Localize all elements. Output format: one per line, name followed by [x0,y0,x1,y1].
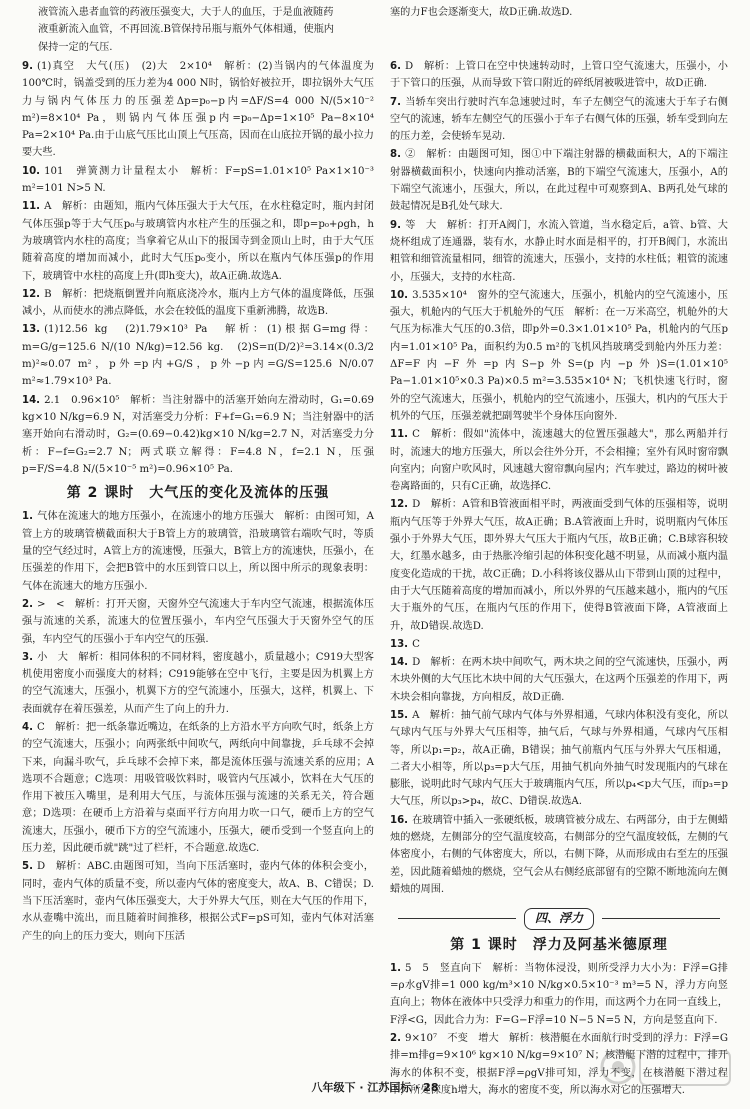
item-number: 13. [390,638,409,650]
answer-item [390,146,728,215]
item-number: 8. [390,149,401,161]
answer-item [390,287,728,425]
lesson-heading: 第 1 课时 浮力及阿基米德原理 [450,936,668,953]
answer-item [390,217,728,286]
item-text: D 解析：上管口在空中快速转动时，上管口空气流速大，压强小，小于下管口的压强，从而导致下管口附近的碎纸屑被吸进管中，故D正确. [390,61,728,90]
item-text: > < 解析：打开天窗，天窗外空气流速大于车内空气流速，根据流体压强与流速的关系，流速大的位置压强小，车内空气压强大于天窗外空气的压强，车内空气的压强小于车内空气的压强. [22,598,374,645]
item-number: 10. [390,289,409,301]
item-text: C [412,638,420,650]
answer-item [22,649,374,718]
answer-item [22,719,374,857]
answer-item [22,58,374,162]
answer-item [390,654,728,706]
continuation-line: 液重新流入血管，不再回流.B管保持吊瓶与瓶外气体相通，使瓶内 [38,24,334,36]
item-number: 7. [390,96,401,108]
item-number: 10. [22,165,41,177]
item-text: 当轿车突出行驶时汽车急速驶过时，车子左侧空气的流速大于车子右侧空气的流速，轿车左侧空气的压强小于车子右侧气体的压强，轿车受到向左的压力差，会使轿车晃动. [390,96,728,143]
lesson-heading: 第 2 课时 大气压的变化及流体的压强 [66,485,330,502]
item-text: ② 解析：由题图可知，图①中下端注射器的横截面积大，A的下端注射器横截面积小，快速向内推动活塞，B的下端空气流速大，压强小，A的下端空气流速小，压强大，所以，在此过程中可观察到A、B两孔处气球的鼓起情况是B孔处气球大. [390,149,728,213]
item-text: 9×10⁷ 不变 增大 解析：核潜艇在水面航行时受到的浮力：F浮=G排=m排g=9×10⁶ kg×10 N/kg=9×10⁷ N；核潜艇下潜的过程中，排开海水的体积不变，根据F浮=ρgV排可知，浮力不变，在核潜艇下潜过程中，所处深度h增大，海水的密度不变，所以海水对它的压强增大. [390,1033,728,1096]
item-text: 2.1 0.96×10⁵ 解析：当注射器中的活塞开始向左滑动时，G₁=0.69 kg×10 N/kg=6.9 N，对活塞受力分析：F+f=G₁=6.9 N；当注射器中的活塞开始向右滑动时，G₂=(0.69−0.42)kg×10 N/kg=2.7 N，对活塞受力分析：F−f=G₂=2.7 N；两式联立解得：F=4.8 N，f=2.1 N，压强p=F/S=4.8 N/(5×10⁻⁵ m²)=0.96×10⁵ Pa. [22,394,374,475]
item-text: A 解析：抽气前气球内气体与外界相通，气球内体积没有变化，所以气球内气压与外界大气压相等，抽气后，气球与外界相通，气球内气压相等，所以p₁=p₂，故A正确，B错误；抽气前瓶内气压与外界大气压相通，二者大小相等，所以p₃=p大气压，用抽气机向外抽气时发现瓶内的气球在膨胀，说明此时气球内气压大于玻璃瓶内气压，所以p₄<p大气压，而p₃=p大气压，所以p₃>p₄，故C、D错误.故选A. [390,709,728,808]
answer-item [390,426,728,495]
item-number: 11. [390,429,409,441]
item-text: C 解析：把一纸条靠近嘴边，在纸条的上方沿水平方向吹气时，纸条上方的空气流速大，压强小；向两张纸中间吹气，两纸向中间靠拢，乒乓球不会掉下来，向漏斗吹气，乒乓球不会掉下来，都是流体压强与流速关系的应用；A选项不合题意；C选项：用吸管吸饮料时，吸管内气压减小，饮料在大气压的作用下被压入嘴里，是利用大气压，与流体压强与流速的关系无关，符合题意；D选项：在硬币上方沿着与桌面平行方向用力吹一口气，硬币上方的空气流速大，压强小，硬币下方的空气流速小，压强大，硬币受到一个竖直向上的压力差，因此硬币就"跳"过了栏杆，不合题意.故选C. [22,721,374,855]
item-text: B 解析：把烧瓶倒置并向瓶底浇冷水，瓶内上方气体的温度降低，压强减小，从而使水的沸点降低，水会在较低的温度下重新沸腾，故选B. [22,288,374,318]
banner-rule-left [398,918,516,919]
item-text: C 解析：假如"流体中，流速越大的位置压强越大"，那么两船并行时，流速大的地方压强大，所以会往外分开，不会相撞；室外有风时窗帘飘向室内；向窗户吹风时，风速越大窗帘飘向屋内；汽车驶过，路边的树叶被卷离路面的，只有C正确，故选择C. [390,429,728,493]
answer-item [390,812,728,898]
answer-item [22,286,374,321]
top-left-continuation [38,4,374,56]
continuation-line: 液管流入患者血管的药液压强变大，大于人的血压，于是血液随药 [38,7,334,18]
item-text: 在玻璃管中插入一张硬纸板，玻璃管被分成左、右两部分，由于左侧蜡烛的燃烧，左侧部分的空气温度较高，右侧部分的空气温度较低，左侧的气体密度小，右侧的气体密度大，所以，右侧下降，从而形成由右至左的压强差，因此随着蜡烛的燃烧，空气会从右侧经底部留有的空隙不断地流向左侧蜡烛的周围. [390,814,728,895]
item-text: D 解析：在两木块中间吹气，两木块之间的空气流速快，压强小，两木块外侧的大气压比木块中间的大气压强大，在这两个压强差的作用下，两木块会相向靠拢，方向相反，故D正确. [390,657,728,703]
answer-item [22,321,374,390]
item-text: (1)真空 大气(压) (2)大 2×10⁴ 解析：(2)当锅内的气体温度为100℃时，锅盖受到的压力差为4 000 N时，锅恰好被拉开，即拉锅外大气压力与锅内气体压力的压强差Δp=p₀−p内=ΔF/S=4 000 N/(5×10⁻² m²)=8×10⁴ Pa，则锅内气体压强p内=p₀−Δp=1×10⁵ Pa−8×10⁴ Pa=2×10⁴ Pa.由于山底气压比山顶上气压高，因而在山底拉开锅的最小拉力要大些. [22,61,374,159]
item-text: D 解析：ABC.由题图可知，当向下压活塞时，壶内气体的体积会变小，同时，壶内气体的质量不变，所以壶内气体的密度变大，故A、B、C错误；D.当下压活塞时，壶内气体压强变大，大于外界大气压，则在大气压的作用下，水从壶嘴中流出，而且随着时间推移，根据公式F=pS可知，壶内气体对活塞产生的向上的压力变大，则向下压活 [22,861,374,942]
answer-item [390,94,728,146]
continuation-line: 塞的力F也会逐渐变大，故D正确.故选D. [390,7,573,18]
item-number: 5. [22,861,33,873]
item-number: 2. [390,1033,401,1045]
item-number: 14. [390,657,409,669]
item-number: 14. [22,394,41,406]
continuation-line: 保持一定的气压. [38,41,113,53]
item-number: 16. [390,814,409,826]
answer-item [390,496,728,634]
section-label: 四、浮力 [524,908,594,929]
watermark-logo [596,1039,736,1099]
top-right-continuation [390,4,728,21]
item-text: 等 大 解析：打开A阀门，水流入管道，当水稳定后，a管、b管、大烧杯组成了连通器，装有水，水静止时水面是相平的，打开B阀门，水流出粗管和细管流量相同，细管的流速大，压强小，支持的水柱低；粗管的流速小，压强大，支持的水柱高. [390,219,728,283]
answer-item [22,392,374,478]
item-number: 15. [390,709,409,721]
item-text: A 解析：由题知，瓶内气体压强大于大气压，在水柱稳定时，瓶内封闭气体压强p等于大气压p₀与玻璃管内水柱产生的压强之和，即p=p₀+ρgh，h为玻璃管内水柱的高度；当拿着它从山下的报国寺到金顶山上时，由于大气压随着高度的增加而减小，此时大气压p₀变小，所以在瓶内气体压强p的作用下，玻璃管中水柱的高度上升(即h变大)，故A正确.故选A. [22,201,374,282]
item-number: 3. [22,651,33,663]
item-text: 5 5 竖直向下 解析：当物体浸没，则所受浮力大小为：F浮=G排=ρ水gV排=1 000 kg/m³×10 N/kg×0.5×10⁻³ m³=5 N，浮力方向竖直向上；物体在液体中只受浮力和重力的作用，而这两个力在同一直线上，F浮<G，因此合力为：F=G−F浮=10 N−5 N=5 N，方向是竖直向下. [390,962,728,1026]
item-number: 6. [390,61,401,72]
answer-item [390,960,728,1029]
item-text: 101 弹簧测力计量程太小 解析：F=pS=1.01×10⁵ Pa×1×10⁻³ m²=101 N>5 N. [22,165,374,195]
watermark-logo-graphic [596,1039,736,1099]
answer-item [390,707,728,811]
answer-item [22,163,374,198]
page-footer: 八年级下 · 江苏国标 · 28 [311,1081,439,1094]
answer-item [22,508,374,594]
item-number: 9. [390,219,401,231]
item-number: 9. [22,61,33,72]
item-text: 小 大 解析：相同体积的不同材料，密度越小，质量越小；C919大型客机使用密度小而强度大的材料；C919能够在空中飞行，主要是因为机翼上方的空气流速大，压强小，机翼下方的空气流速小，压强大，这样，机翼上、下表面就存在着压强差，从而产生了向上的升力. [22,651,374,715]
answer-item [22,198,374,284]
answer-item [390,58,728,93]
answer-item [22,858,374,944]
answer-item [390,636,728,653]
item-number: 12. [390,499,409,511]
section-banner [390,908,728,929]
item-text: D 解析：A管和B管液面相平时，两液面受到气体的压强相等，说明瓶内气压等于外界大气压，故A正确；B.A管液面上升时，说明瓶内气体压强小于外界大气压，即外界大气压大于瓶内气压，故B正确；C.B球容积较大，红墨水越多，由于热胀冷缩引起的体积变化越不明显，从而减小瓶内温度变化造成的干扰，故C正确；D.小科将该仪器从山下带到山顶的过程中，由于大气压随着高度的增加而减小，所以外界的气压越来越小，瓶内的气压大于瓶外的气压，在瓶内气压的作用下，使得B管液面下降，A管液面上升，故D错误.故选D. [390,499,728,632]
left-column [22,58,374,946]
banner-rule-right [602,918,720,919]
answer-item [22,596,374,648]
item-number: 2. [22,598,33,610]
item-number: 1. [390,962,401,974]
item-text: (1)12.56 kg (2)1.79×10³ Pa 解析：(1)根据G=mg得：m=G/g=125.6 N/(10 N/kg)=12.56 kg. (2)S=π(D/2)²=3.14×(0.3/2 m)²≈0.07 m²，p外=p内+G/S，p外−p内=G/S=125.6 N/0.07 m²≈1.79×10³ Pa. [22,324,374,388]
item-number: 13. [22,324,41,336]
item-number: 11. [22,201,41,213]
item-text: 3.535×10⁴ 窗外的空气流速大，压强小，机舱内的空气流速小，压强大，机舱内的气压大于机舱外的气压 解析：在一万米高空，机舱外的大气压为标准大气压的0.3倍，即p外=0.3×1.01×10⁵ Pa，机舱内的气压p内=1.01×10⁵ Pa，面积约为0.5 m²的飞机风挡玻璃受到舱内外压力差：ΔF=F内−F外=p内S−p外S=(p内−p外)S=(1.01×10⁵ Pa−1.01×10⁵×0.3 Pa)×0.5 m²=3.535×10⁴ N；飞机快速飞行时，窗外的空气流速大，压强小，机舱内的空气流速小，压强大，机内的气压大于机外的气压，压强差就把副驾驶半个身体压向窗外. [390,289,728,422]
right-column [390,58,728,1100]
item-text: 气体在流速大的地方压强小，在流速小的地方压强大 解析：由图可知，A管上方的玻璃管横截面积大于B管上方的玻璃管，沿玻璃管右端吹气时，等质量的空气经过时，A管上方的流速慢，压强大，B管上方的流速快，压强小，在压强差的作用下，会把B管中的水压到管口以上，所以图中所示的现象表明：气体在流速大的地方压强小. [22,511,374,592]
item-number: 12. [22,288,41,300]
item-number: 1. [22,511,33,523]
item-number: 4. [22,721,33,733]
